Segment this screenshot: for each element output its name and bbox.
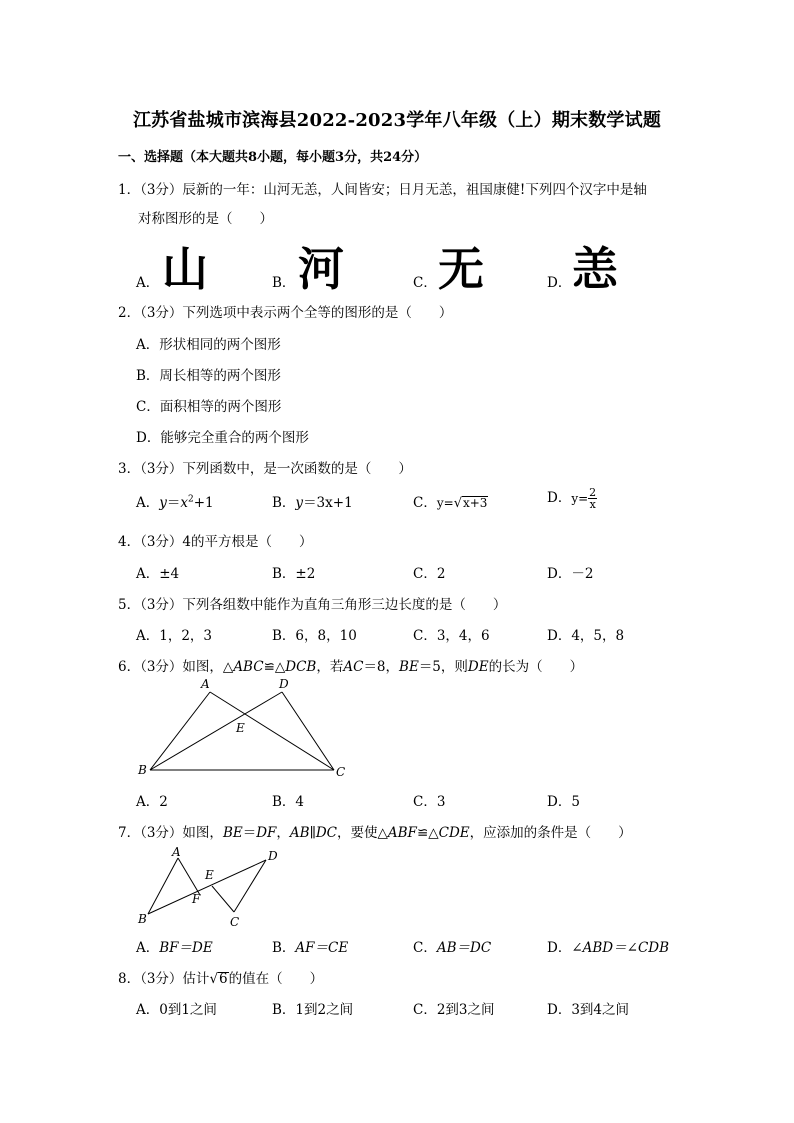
q7-comma: ，: [276, 825, 290, 841]
q7-df: DF: [256, 825, 277, 841]
q6-text-1: ，若: [316, 659, 344, 675]
q7-b-label: B．: [272, 940, 296, 956]
q1-option-d-char: 恙: [572, 242, 618, 296]
q7-option-c: [413, 936, 491, 956]
q3-d-denominator: x: [589, 498, 596, 511]
q8-option-a: A．0到1之间: [136, 1002, 217, 1018]
q1-stem-line2: 对称图形的是（ ）: [138, 211, 273, 227]
q7-text-mid: ，要使△: [337, 825, 388, 841]
q3-d-fraction: [588, 487, 597, 510]
q7-option-d: [547, 936, 669, 956]
q7-figure: [130, 842, 290, 932]
q6-option-b: B．4: [272, 794, 305, 810]
q3-option-a: [136, 491, 214, 511]
q4-stem: 4．（3分）4的平方根是（ ）: [118, 534, 313, 550]
q5-option-d: D．4，5，8: [547, 628, 625, 644]
q6-segment-bd: [150, 692, 282, 770]
q7-c-label: C．: [413, 940, 437, 956]
q4-option-a: A．±4: [136, 566, 180, 582]
q6-option-d: D．5: [547, 794, 580, 810]
q7-cde: CDE: [438, 825, 470, 841]
q6-be: BE: [399, 659, 419, 675]
q3-c-radicand: x+3: [462, 496, 488, 510]
q6-option-a: A．2: [136, 794, 168, 810]
q8-stem-post: 的值在（ ）: [228, 971, 324, 987]
q3-a-eq: ＝: [166, 495, 181, 511]
q4-option-c: C．2: [413, 566, 446, 582]
q7-label-c: C: [230, 915, 240, 929]
q7-eq: ＝: [242, 825, 257, 841]
radical-sign: √: [209, 971, 219, 987]
q2-option-d: D．能够完全重合的两个图形: [136, 430, 309, 446]
q7-stem: [118, 821, 632, 841]
q7-parallel: ∥: [309, 825, 316, 841]
q6-stem-pre: 6．（3分）如图，△: [118, 659, 234, 675]
q1-option-d-label: D．: [547, 275, 572, 291]
q4-option-b: B．±2: [272, 566, 316, 582]
q7-dc: DC: [315, 825, 337, 841]
q3-d-numerator: 2: [589, 486, 597, 499]
q3-option-c: [413, 491, 488, 511]
q7-congruent-sign: ≌△: [416, 825, 439, 841]
page-title: 江苏省盐城市滨海县2022-2023学年八年级（上）期末数学试题: [132, 110, 662, 131]
q6-label-b: B: [138, 763, 147, 777]
q1-stem-line1: 1．（3分）辰新的一年：山河无恙，人间皆安；日月无恙，祖国康健!下列四个汉字中是轴: [118, 182, 647, 198]
q6-congruent-sign: ≌△: [263, 659, 286, 675]
q6-text-3: ＝5，则: [418, 659, 468, 675]
q6-segment-ba: [150, 692, 210, 770]
radical-sign: √: [453, 496, 462, 511]
q5-option-a: A．1，2，3: [136, 628, 213, 644]
q3-a-exp: 2: [188, 494, 194, 505]
section-heading: 一、选择题（本大题共8小题，每小题3分，共24分）: [118, 150, 428, 165]
q3-d-label: D．: [547, 490, 572, 506]
q7-label-f: F: [192, 892, 201, 906]
q3-a-x: x: [180, 495, 189, 511]
q7-ab: AB: [289, 825, 310, 841]
q3-b-rest: ＝3x+1: [303, 495, 353, 511]
q7-be: BE: [222, 825, 243, 841]
q3-stem: 3．（3分）下列函数中，是一次函数的是（ ）: [118, 461, 412, 477]
q7-option-b: [272, 936, 348, 956]
q7-label-d: D: [268, 849, 278, 863]
q6-segment-ac: [210, 692, 334, 770]
q7-label-b: B: [138, 912, 147, 926]
q1-option-c-char: 无: [438, 242, 484, 296]
q1-option-a-label: A．: [136, 275, 160, 291]
q6-label-c: C: [336, 765, 346, 779]
q6-figure: [130, 676, 360, 786]
q6-triangle-2: DCB: [285, 659, 317, 675]
q7-b-text: AF＝CE: [295, 940, 349, 956]
q3-a-label: A．: [136, 495, 160, 511]
q8-option-d: D．3到4之间: [547, 1002, 630, 1018]
q7-d-label: D．: [547, 940, 572, 956]
q6-segment-dc: [282, 692, 334, 770]
q3-b-label: B．: [272, 495, 296, 511]
q3-c-label: C．: [413, 495, 437, 511]
q7-option-a: [136, 936, 213, 956]
q5-option-c: C．3，4，6: [413, 628, 490, 644]
q7-segment-af: [178, 858, 200, 895]
q2-option-a: A．形状相同的两个图形: [136, 337, 281, 353]
q6-text-2: ＝8，: [363, 659, 400, 675]
q3-d-pre: y=: [571, 491, 589, 506]
q7-abf: ABF: [387, 825, 417, 841]
q7-segment-ce: [212, 886, 234, 912]
q7-stem-post: ，应添加的条件是（ ）: [469, 825, 632, 841]
q8-radicand: 6: [219, 971, 228, 987]
q8-option-b: B．1到2之间: [272, 1002, 354, 1018]
q2-stem: 2．（3分）下列选项中表示两个全等的图形的是（ ）: [118, 305, 453, 321]
q7-a-label: A．: [136, 940, 160, 956]
q7-label-a: A: [172, 845, 181, 859]
q6-stem-post: 的长为（ ）: [488, 659, 584, 675]
q3-option-d: [547, 486, 597, 510]
q3-a-tail: +1: [193, 495, 214, 511]
q7-label-e: E: [205, 868, 214, 882]
q6-ac: AC: [343, 659, 364, 675]
q3-option-b: [272, 491, 353, 511]
q6-option-c: C．3: [413, 794, 446, 810]
q6-stem: [118, 655, 583, 675]
q4-option-d: D．－2: [547, 566, 594, 582]
q5-stem: 5．（3分）下列各组数中能作为直角三角形三边长度的是（ ）: [118, 597, 507, 613]
q3-a-y: y: [159, 495, 167, 511]
q8-stem: [118, 967, 323, 987]
q6-triangle-1: ABC: [233, 659, 264, 675]
q7-a-text: BF＝DE: [159, 940, 213, 956]
q2-option-b: B．周长相等的两个图形: [136, 368, 281, 384]
q7-c-text: AB＝DC: [436, 940, 492, 956]
q6-label-d: D: [279, 677, 289, 691]
q1-option-c-label: C．: [413, 275, 437, 291]
q3-c-pre: y=: [436, 496, 454, 510]
q8-option-c: C．2到3之间: [413, 1002, 495, 1018]
q7-d-text: ∠ABD＝∠CDB: [571, 940, 670, 956]
q6-label-e: E: [236, 721, 245, 735]
q7-stem-pre: 7．（3分）如图，: [118, 825, 223, 841]
q1-option-b-char: 河: [298, 242, 344, 296]
q5-option-b: B．6，8，10: [272, 628, 357, 644]
q2-option-c: C．面积相等的两个图形: [136, 399, 282, 415]
q7-segment-ba: [148, 858, 178, 914]
q3-b-y: y: [295, 495, 304, 511]
q1-option-b-label: B．: [272, 275, 296, 291]
q1-option-a-char: 山: [162, 242, 208, 296]
q8-stem-pre: 8．（3分）估计: [118, 971, 210, 987]
q6-label-a: A: [201, 677, 210, 691]
q6-de: DE: [467, 659, 489, 675]
